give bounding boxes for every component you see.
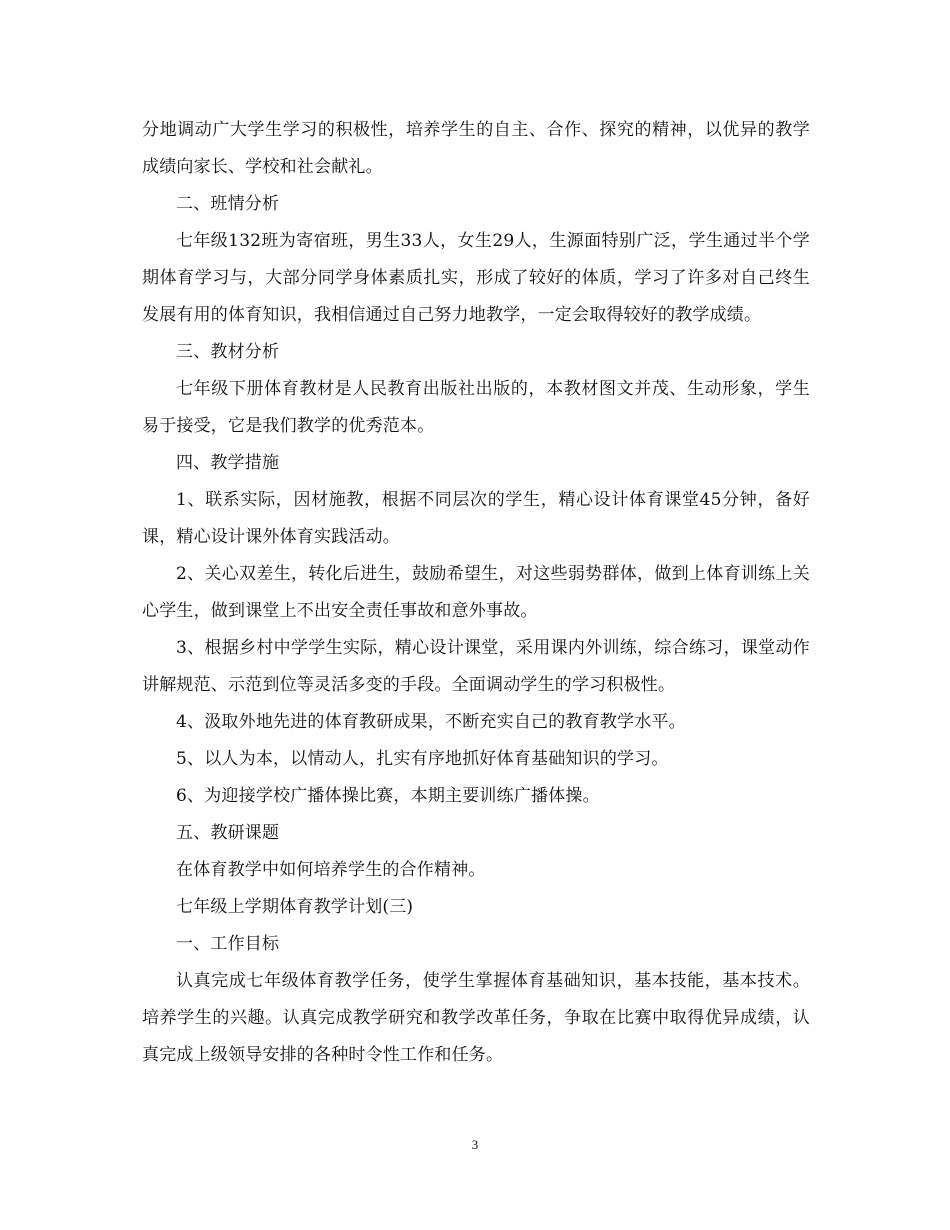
paragraph-class-analysis: 七年级132班为寄宿班，男生33人，女生29人，生源面特别广泛，学生通过半个学期体育学习与，大部分同学身体素质扎实，形成了较好的体质，学习了许多对自己终生发展有用的体育知识，我相信通过自己努力地教学，一定会取得较好的教学成绩。 xyxy=(142,231,810,325)
paragraph-1: 分地调动广大学生学习的积极性，培养学生的自主、合作、探究的精神，以优异的教学成绩向家长、学校和社会献礼。 xyxy=(142,120,810,177)
page-number: 3 xyxy=(471,1137,479,1152)
paragraph-research-topic: 在体育教学中如何培养学生的合作精神。 xyxy=(176,860,486,880)
section-heading-work-goals: 一、工作目标 xyxy=(176,934,280,954)
section-heading-class-analysis: 二、班情分析 xyxy=(176,194,280,214)
list-item-measure-3: 3、根据乡村中学学生实际，精心设计课堂，采用课内外训练，综合练习，课堂动作讲解规范、示范到位等灵活多变的手段。全面调动学生的学习积极性。 xyxy=(142,638,810,695)
section-heading-teaching-measures: 四、教学措施 xyxy=(176,453,280,473)
list-item-measure-2: 2、关心双差生，转化后进生，鼓励希望生，对这些弱势群体，做到上体育训练上关心学生，做到课堂上不出安全责任事故和意外事故。 xyxy=(142,564,810,621)
list-item-measure-6: 6、为迎接学校广播体操比赛，本期主要训练广播体操。 xyxy=(176,786,600,806)
paragraph-work-goals: 认真完成七年级体育教学任务，使学生掌握体育基础知识，基本技能，基本技术。培养学生的兴趣。认真完成教学研究和教学改革任务，争取在比赛中取得优异成绩，认真完成上级领导安排的各种时令性工作和任务。 xyxy=(142,971,810,1065)
section-heading-research-topic: 五、教研课题 xyxy=(176,823,280,843)
list-item-measure-5: 5、以人为本，以情动人，扎实有序地抓好体育基础知识的学习。 xyxy=(176,749,669,769)
list-item-measure-1: 1、联系实际，因材施教，根据不同层次的学生，精心设计体育课堂45分钟，备好课，精心设计课外体育实践活动。 xyxy=(142,490,810,547)
paragraph-textbook-analysis: 七年级下册体育教材是人民教育出版社出版的，本教材图文并茂、生动形象，学生易于接受，它是我们教学的优秀范本。 xyxy=(142,379,810,436)
list-item-measure-4: 4、汲取外地先进的体育教研成果，不断充实自己的教育教学水平。 xyxy=(176,712,686,732)
document-subtitle-plan-3: 七年级上学期体育教学计划(三) xyxy=(176,897,414,917)
section-heading-textbook-analysis: 三、教材分析 xyxy=(176,342,280,362)
document-body xyxy=(142,112,810,1074)
